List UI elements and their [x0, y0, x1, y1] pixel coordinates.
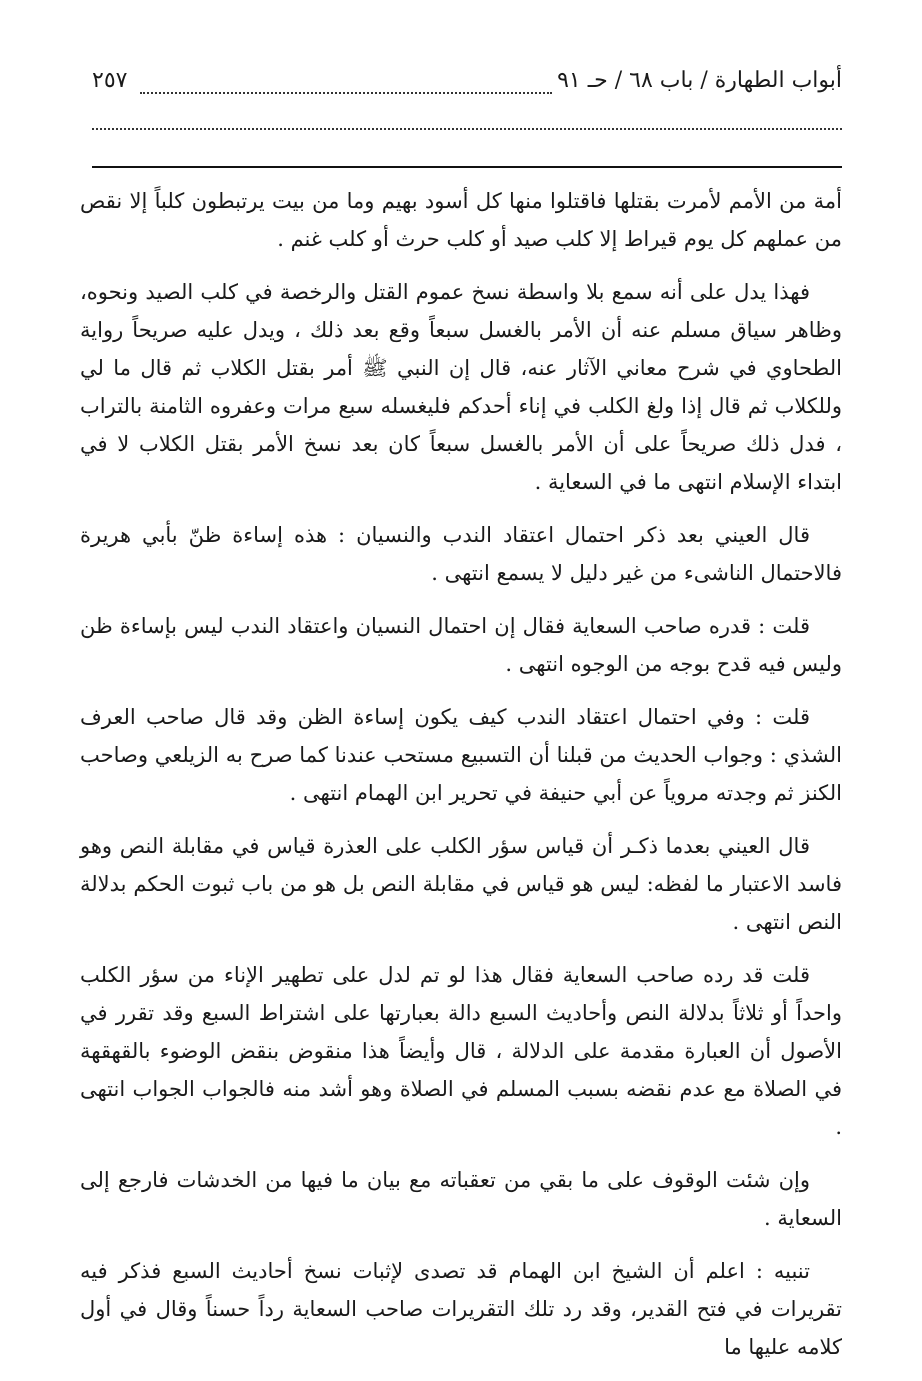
paragraph: قلت : وفي احتمال اعتقاد الندب كيف يكون إساءة الظن وقد قال صاحب العرف الشذي : وجواب الحديث من قبلنا أن التسبيع مستحب عندنا كما صرح به الزيلعي وصاحب الكنز ثم وجدته مروياً عن أبي حنيفة في تحرير ابن الهمام انتهى . [80, 705, 842, 805]
header-dotted-divider [92, 128, 842, 130]
running-header [92, 62, 842, 106]
paragraph: تنبيه : اعلم أن الشيخ ابن الهمام قد تصدى لإثبات نسخ أحاديث السبع فذكر فيه تقريرات في فتح القدير، وقد رد تلك التقريرات صاحب السعاية رداً حسناً وقال في أول كلامه عليها ما [80, 1259, 842, 1359]
paragraph: قال العيني بعد ذكر احتمال اعتقاد الندب والنسيان : هذه إساءة ظنّ بأبي هريرة فالاحتمال الناشىء من غير دليل لا يسمع انتهى . [80, 523, 842, 585]
paragraph: أمة من الأمم لأمرت بقتلها فاقتلوا منها كل أسود بهيم وما من بيت يرتبطون كلباً إلا نقص من عملهم كل يوم قيراط إلا كلب صيد أو كلب حرث أو كلب غنم . [80, 189, 842, 251]
paragraph: فهذا يدل على أنه سمع بلا واسطة نسخ عموم القتل والرخصة في كلب الصيد ونحوه، وظاهر سياق مسلم عنه أن الأمر بالغسل سبعاً وقع بعد ذلك ، ويدل عليه صريحاً رواية الطحاوي في شرح معاني الآثار عنه، قال إن النبي ﷺ أمر بقتل الكلاب ثم قال ما لي وللكلاب ثم قال إذا ولغ الكلب في إناء أحدكم فليغسله سبع مرات وعفروه الثامنة بالتراب ، فدل ذلك صريحاً على أن الأمر بالغسل سبعاً كان بعد نسخ الأمر بقتل الكلاب لا في ابتداء الإسلام انتهى ما في السعاية . [80, 280, 842, 494]
running-title: أبواب الطهارة / باب ٦٨ / حـ ٩١ [557, 68, 842, 93]
paragraph: قال العيني بعدما ذكـر أن قياس سؤر الكلب على العذرة قياس في مقابلة النص وهو فاسد الاعتبار ما لفظه: ليس هو قياس في مقابلة النص بل هو من باب ثبوت الحكم بدلالة النص انتهى . [80, 834, 842, 934]
body-text [80, 182, 842, 1381]
paragraph: قلت : قدره صاحب السعاية فقال إن احتمال النسيان واعتقاد الندب ليس بإساءة ظن وليس فيه قدح بوجه من الوجوه انتهى . [80, 614, 842, 676]
paragraph: وإن شئت الوقوف على ما بقي من تعقباته مع بيان ما فيها من الخدشات فارجع إلى السعاية . [80, 1168, 842, 1230]
page-number: ٢٥٧ [92, 68, 128, 93]
header-rule [92, 166, 842, 168]
header-dot-leader [140, 92, 552, 94]
paragraph: قلت قد رده صاحب السعاية فقال هذا لو تم لدل على تطهير الإناء من سؤر الكلب واحداً أو ثلاثاً بدلالة النص وأحاديث السبع دالة بعبارتها على اشتراط السبع وقد تقرر في الأصول أن العبارة مقدمة على الدلالة ، قال وأيضاً هذا منقوض بنقض الوضوء بالقهقهة في الصلاة مع عدم نقضه بسبب المسلم في الصلاة وهو أشد منه فالجواب الجواب انتهى . [80, 963, 842, 1139]
